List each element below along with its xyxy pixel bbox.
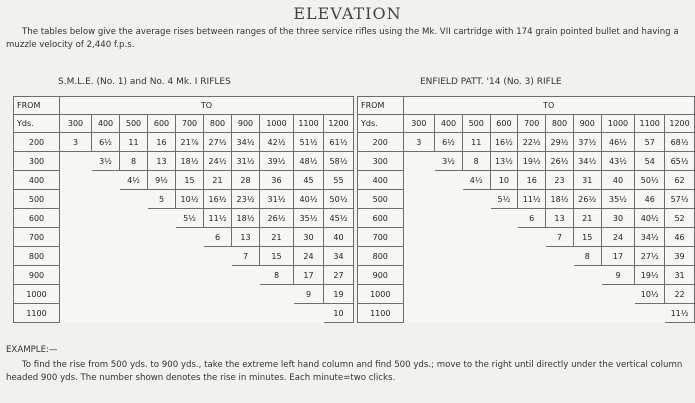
rise-cell: 27½ [204,133,232,152]
from-header: FROM [358,97,404,115]
rise-cell: 6 [204,228,232,247]
to-header: TO [403,97,694,115]
column-header: 900 [232,115,260,133]
yds-header: Yds. [358,115,404,133]
rise-cell: 7 [232,247,260,266]
rise-cell: 10½ [176,190,204,209]
table-row [14,266,354,285]
rise-cell: 19 [324,285,354,304]
rise-cell: 39½ [260,152,294,171]
rise-cell: 7 [546,228,574,247]
rise-cell: 16½ [204,190,232,209]
rise-cell [403,266,435,285]
rise-cell [204,304,232,323]
rise-cell: 35½ [294,209,324,228]
rise-cell [601,285,635,304]
rise-cell: 24 [294,247,324,266]
rise-cell: 50½ [635,171,665,190]
row-from-range: 900 [14,266,60,285]
rise-cell [518,285,546,304]
rise-cell [148,247,176,266]
rise-cell: 9 [294,285,324,304]
rise-cell: 11 [120,133,148,152]
column-header: 1200 [324,115,354,133]
table-row [358,285,695,304]
rise-cell [462,304,490,323]
rise-cell: 15 [260,247,294,266]
rise-cell [518,304,546,323]
rise-cell: 34½ [635,228,665,247]
rise-cell [148,228,176,247]
rise-cell: 6 [518,209,546,228]
table-row [358,133,695,152]
rise-cell: 26½ [573,190,601,209]
row-from-range: 200 [358,133,404,152]
column-header: 800 [204,115,232,133]
rise-cell: 40½ [635,209,665,228]
rise-cell: 31 [573,171,601,190]
rise-cell [435,285,463,304]
rise-cell [435,171,463,190]
rise-cell [176,247,204,266]
rise-cell: 6½ [435,133,463,152]
rise-cell: 27½ [635,247,665,266]
page-title: ELEVATION [293,4,402,23]
rise-cell [490,304,518,323]
column-header: 300 [403,115,435,133]
rise-cell [120,266,148,285]
rise-cell [60,152,92,171]
rise-cell [232,266,260,285]
column-header: 600 [148,115,176,133]
rise-cell: 4½ [120,171,148,190]
rise-cell: 31½ [260,190,294,209]
rise-cell: 34 [324,247,354,266]
table-row [14,304,354,323]
rise-cell [60,247,92,266]
rise-cell [204,285,232,304]
rise-cell [60,228,92,247]
row-from-range: 1000 [14,285,60,304]
rise-cell [403,171,435,190]
column-header: 1100 [294,115,324,133]
rise-cell: 36 [260,171,294,190]
rise-cell [462,190,490,209]
rise-cell: 26½ [546,152,574,171]
table-row [14,152,354,171]
rise-cell [490,228,518,247]
rise-cell: 17 [294,266,324,285]
row-from-range: 700 [14,228,60,247]
rise-cell: 57½ [665,190,695,209]
row-from-range: 500 [358,190,404,209]
table-row [14,247,354,266]
row-from-range: 800 [14,247,60,266]
row-from-range: 600 [358,209,404,228]
table-row [14,171,354,190]
intro-paragraph: The tables below give the average rises between ranges of the three service rifles using the Mk. VII cartridge with 174 grain pointed bullet and having a muzzle velocity of 2,440 f.p.s. [6,27,679,50]
rise-cell [92,190,120,209]
rise-cell: 40 [601,171,635,190]
rise-cell: 3 [403,133,435,152]
rise-cell [435,266,463,285]
rise-cell [60,190,92,209]
rise-cell [120,190,148,209]
rise-cell: 8 [260,266,294,285]
rise-cell: 17 [601,247,635,266]
table-row [14,133,354,152]
row-from-range: 400 [14,171,60,190]
table-row [14,228,354,247]
rise-cell: 13 [232,228,260,247]
rise-cell: 3½ [435,152,463,171]
rise-cell: 42½ [260,133,294,152]
rise-cell [232,285,260,304]
rise-cell [148,209,176,228]
rise-cell [435,247,463,266]
rise-cell: 3 [60,133,92,152]
rise-cell [148,304,176,323]
rise-cell [601,304,635,323]
table-row [14,190,354,209]
rise-cell: 22½ [518,133,546,152]
rise-cell: 46½ [601,133,635,152]
rise-cell: 4½ [462,171,490,190]
rise-cell: 35½ [601,190,635,209]
rise-cell [490,285,518,304]
rise-cell: 3½ [92,152,120,171]
rise-cell: 21 [573,209,601,228]
row-from-range: 600 [14,209,60,228]
rise-cell: 39 [665,247,695,266]
from-header: FROM [14,97,60,115]
rise-cell: 52 [665,209,695,228]
rise-cell: 6½ [92,133,120,152]
column-header: 600 [490,115,518,133]
rise-cell: 55 [324,171,354,190]
rise-cell [546,266,574,285]
rise-cell: 9 [601,266,635,285]
rise-cell [148,266,176,285]
rise-cell [60,266,92,285]
rise-cell [403,152,435,171]
rise-cell [518,266,546,285]
rise-cell [462,266,490,285]
rise-cell: 27 [324,266,354,285]
rise-cell: 46 [635,190,665,209]
rise-cell [403,285,435,304]
table-row [358,228,695,247]
rise-cell: 18½ [546,190,574,209]
table-row [358,152,695,171]
table-row [358,190,695,209]
rise-cell: 19½ [518,152,546,171]
rise-cell [435,304,463,323]
rise-cell: 58½ [324,152,354,171]
column-header: 1000 [260,115,294,133]
rise-cell [92,285,120,304]
rise-cell [120,304,148,323]
table-row [358,304,695,323]
rise-cell [176,266,204,285]
rise-cell: 28 [232,171,260,190]
rise-cell [573,285,601,304]
rise-cell: 15 [573,228,601,247]
column-header: 700 [518,115,546,133]
rise-cell [294,304,324,323]
rise-cell: 68½ [665,133,695,152]
rise-cell: 61½ [324,133,354,152]
rise-cell: 13 [148,152,176,171]
row-from-range: 400 [358,171,404,190]
rise-cell [92,266,120,285]
row-from-range: 700 [358,228,404,247]
rise-cell [518,247,546,266]
rise-cell [148,285,176,304]
row-from-range: 1100 [358,304,404,323]
rise-cell [546,304,574,323]
table-row [14,209,354,228]
table-row [358,209,695,228]
rise-cell [204,266,232,285]
column-header: 800 [546,115,574,133]
rise-cell: 10 [324,304,354,323]
rise-cell: 15 [176,171,204,190]
rise-cell [232,304,260,323]
rise-cell: 5½ [490,190,518,209]
rise-cell: 16 [148,133,176,152]
rise-cell: 10½ [635,285,665,304]
rise-cell: 21 [260,228,294,247]
rise-cell [403,228,435,247]
enfield-table-caption: ENFIELD PATT. '14 (No. 3) RIFLE [420,77,562,87]
rise-cell: 21⅞ [176,133,204,152]
example-text: To find the rise from 500 yds. to 900 yds., take the extreme left hand column and find 500 yds.; move to the right until directly under the vertical column headed 900 yds. The number shown denotes the rise in minutes. Each minute=two clicks. [6,360,683,383]
rise-cell: 30 [601,209,635,228]
column-header: 500 [120,115,148,133]
rise-cell: 8 [462,152,490,171]
rise-cell [518,228,546,247]
rise-cell: 26½ [260,209,294,228]
rise-cell: 23 [546,171,574,190]
row-from-range: 300 [14,152,60,171]
rise-cell [120,209,148,228]
rise-cell [435,228,463,247]
rise-cell [176,285,204,304]
rise-cell [60,209,92,228]
rise-cell: 13½ [490,152,518,171]
row-from-range: 800 [358,247,404,266]
rise-cell [176,228,204,247]
rise-cell [204,247,232,266]
rise-cell [462,228,490,247]
rise-cell: 22 [665,285,695,304]
rise-cell: 8 [573,247,601,266]
rise-cell [92,304,120,323]
rise-cell: 45½ [324,209,354,228]
rise-cell: 46 [665,228,695,247]
example-label: EXAMPLE:— [6,345,58,355]
rise-cell: 31½ [232,152,260,171]
rise-cell [403,209,435,228]
column-header: 1000 [601,115,635,133]
rise-cell: 9½ [148,171,176,190]
column-header: 300 [60,115,92,133]
column-header: 900 [573,115,601,133]
row-from-range: 900 [358,266,404,285]
smle-table-caption: S.M.L.E. (No. 1) and No. 4 Mk. I RIFLES [58,77,231,87]
rise-cell: 62 [665,171,695,190]
rise-cell: 50½ [324,190,354,209]
yds-header: Yds. [14,115,60,133]
rise-cell: 24 [601,228,635,247]
rise-cell: 10 [490,171,518,190]
rise-cell: 18½ [232,209,260,228]
rise-cell: 11½ [518,190,546,209]
rise-cell [435,190,463,209]
rise-cell: 5½ [176,209,204,228]
rise-cell [490,266,518,285]
rise-cell [403,190,435,209]
rise-cell: 48½ [294,152,324,171]
rise-cell [260,304,294,323]
rise-cell: 34½ [573,152,601,171]
rise-cell: 65½ [665,152,695,171]
rise-cell: 19½ [635,266,665,285]
rise-cell [120,285,148,304]
rise-cell [260,285,294,304]
rise-cell: 13 [546,209,574,228]
rise-cell: 11 [462,133,490,152]
row-from-range: 1000 [358,285,404,304]
rise-cell [573,266,601,285]
rise-cell [462,285,490,304]
column-header: 1200 [665,115,695,133]
rise-cell: 57 [635,133,665,152]
rise-cell [546,247,574,266]
rise-cell: 37½ [573,133,601,152]
rise-cell [176,304,204,323]
rise-cell [92,247,120,266]
column-header: 400 [92,115,120,133]
to-header: TO [60,97,354,115]
row-from-range: 300 [358,152,404,171]
table-row [358,247,695,266]
rise-cell: 34½ [232,133,260,152]
rise-cell [60,304,92,323]
rise-cell: 11½ [204,209,232,228]
rise-cell [120,247,148,266]
rise-cell: 51½ [294,133,324,152]
rise-cell [403,304,435,323]
rise-cell [462,247,490,266]
rise-cell [92,171,120,190]
rise-cell [120,228,148,247]
rise-cell: 16 [518,171,546,190]
rise-cell [490,209,518,228]
rise-cell: 8 [120,152,148,171]
rise-cell: 18½ [176,152,204,171]
rise-cell: 40½ [294,190,324,209]
rise-cell: 16½ [490,133,518,152]
rise-cell: 21 [204,171,232,190]
enfield-elevation-table [357,96,695,323]
smle-elevation-table [13,96,354,323]
row-from-range: 1100 [14,304,60,323]
rise-cell: 40 [324,228,354,247]
rise-cell: 23½ [232,190,260,209]
rise-cell [92,209,120,228]
rise-cell [546,285,574,304]
table-row [14,285,354,304]
rise-cell [635,304,665,323]
row-from-range: 200 [14,133,60,152]
column-header: 400 [435,115,463,133]
row-from-range: 500 [14,190,60,209]
rise-cell: 30 [294,228,324,247]
rise-cell [403,247,435,266]
rise-cell: 24½ [204,152,232,171]
rise-cell: 29½ [546,133,574,152]
rise-cell [573,304,601,323]
rise-cell: 5 [148,190,176,209]
table-row [358,171,695,190]
rise-cell [60,171,92,190]
rise-cell: 45 [294,171,324,190]
rise-cell: 54 [635,152,665,171]
rise-cell [462,209,490,228]
rise-cell [60,285,92,304]
rise-cell [490,247,518,266]
rise-cell: 43½ [601,152,635,171]
column-header: 500 [462,115,490,133]
rise-cell: 11½ [665,304,695,323]
table-row [358,266,695,285]
rise-cell: 31 [665,266,695,285]
rise-cell [92,228,120,247]
column-header: 700 [176,115,204,133]
column-header: 1100 [635,115,665,133]
rise-cell [435,209,463,228]
